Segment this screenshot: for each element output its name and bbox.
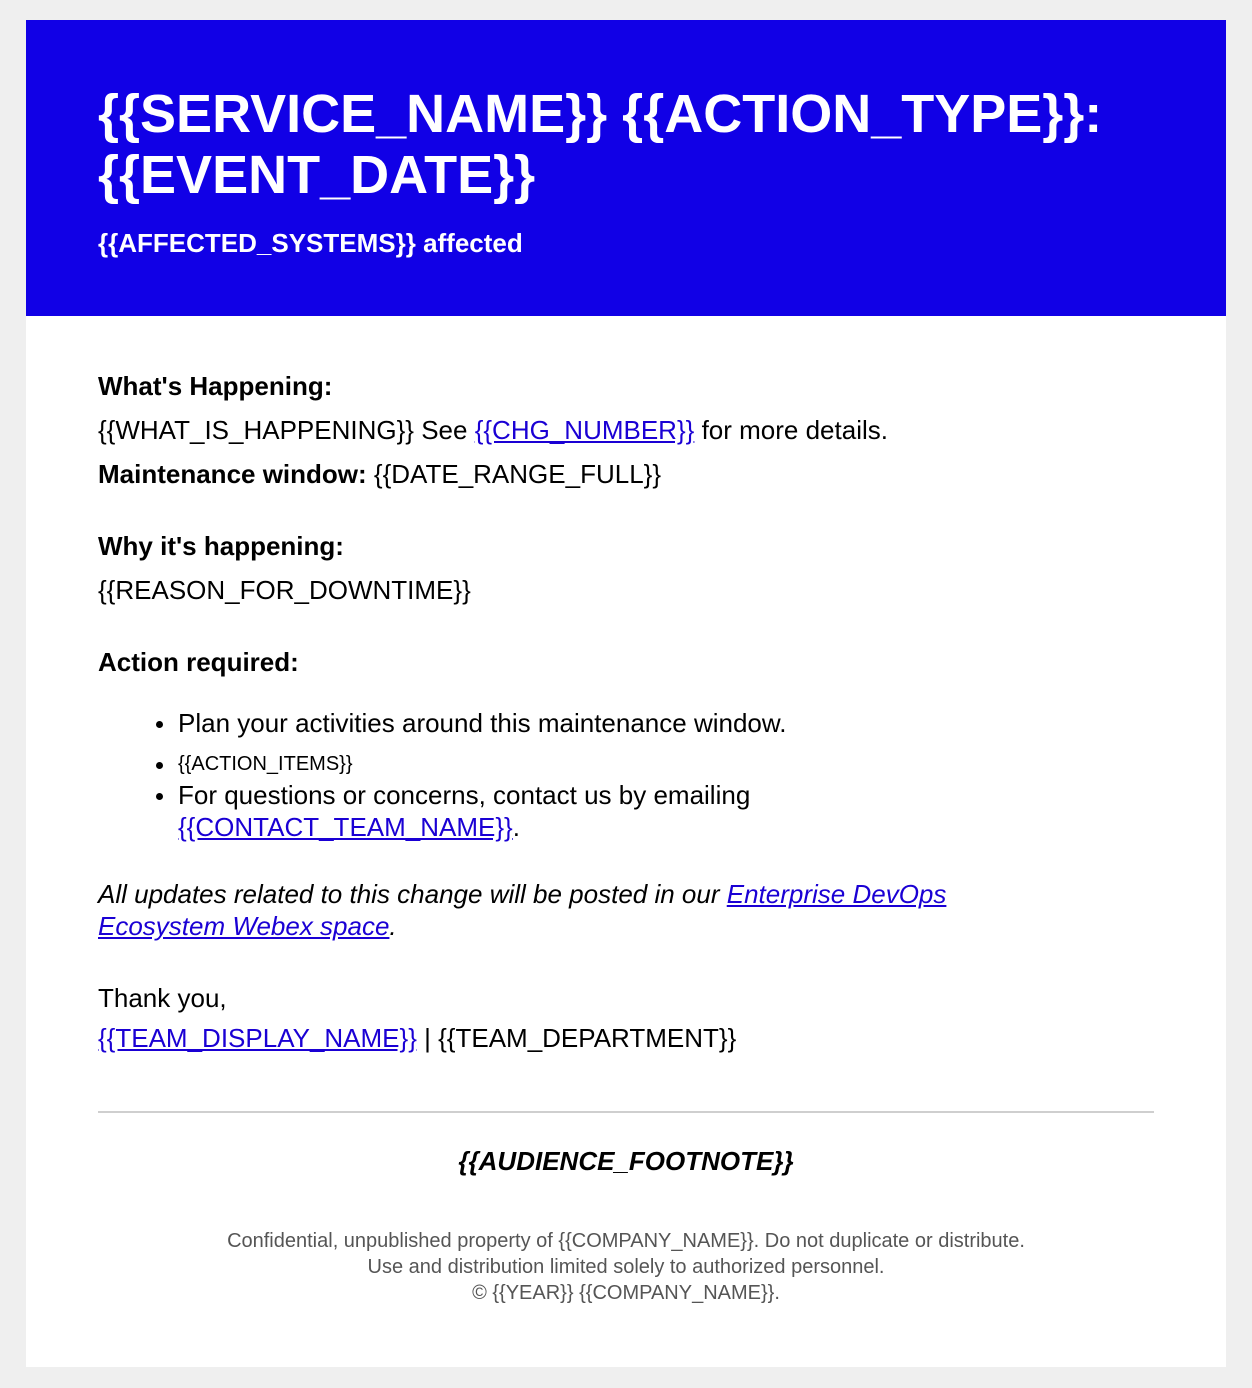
whats-happening-suffix: for more details. [694, 415, 888, 445]
action-items-placeholder: {{ACTION_ITEMS}} [178, 753, 353, 775]
audience-footnote: {{AUDIENCE_FOOTNOTE}} [458, 1146, 794, 1176]
legal-line-2: Use and distribution limited solely to authorized personnel. [367, 1256, 885, 1278]
action-required-heading: Action required: [98, 647, 299, 677]
updates-period: . [389, 911, 397, 941]
webex-space-link[interactable]: Enterprise DevOps [726, 879, 947, 909]
action-item-contact: For questions or concerns, contact us by emailing [178, 780, 751, 810]
legal-line-1: Confidential, unpublished property of {{COMPANY_NAME}}. Do not duplicate or distribute. [227, 1230, 1025, 1252]
updates-line-2 [98, 911, 397, 941]
email-card [26, 20, 1226, 1367]
whats-happening-heading: What's Happening: [98, 371, 333, 401]
contact-team-link[interactable]: {{CONTACT_TEAM_NAME}} [178, 812, 513, 842]
affected-systems-subtitle: {{AFFECTED_SYSTEMS}} affected [98, 228, 523, 258]
copyright-line: © {{YEAR}} {{COMPANY_NAME}}. [472, 1282, 780, 1304]
team-department: {{TEAM_DEPARTMENT}} [438, 1023, 737, 1053]
action-item-plan: Plan your activities around this maintenance window. [178, 708, 787, 738]
team-display-name-link[interactable]: {{TEAM_DISPLAY_NAME}} [98, 1023, 417, 1053]
contact-period: . [512, 812, 520, 842]
bullet-dot [156, 721, 163, 728]
maintenance-window [98, 459, 661, 489]
whats-happening-text [98, 415, 888, 445]
why-heading: Why it's happening: [98, 531, 344, 561]
contact-line [178, 812, 520, 842]
updates-text: All updates related to this change will be posted in our [98, 879, 727, 909]
webex-space-link-cont[interactable]: Ecosystem Webex space [98, 911, 390, 941]
email-title: {{SERVICE_NAME}} {{ACTION_TYPE}}: {{EVENT_DATE}} [98, 84, 1103, 205]
maintenance-window-label: Maintenance window: [98, 459, 367, 489]
whats-happening-body: {{WHAT_IS_HAPPENING}} See [98, 415, 475, 445]
bullet-dot [156, 793, 163, 800]
signature-separator: | [416, 1023, 439, 1053]
thank-you: Thank you, [98, 983, 227, 1013]
reason-text: {{REASON_FOR_DOWNTIME}} [98, 575, 471, 605]
maintenance-window-value: {{DATE_RANGE_FULL}} [366, 459, 662, 489]
bullet-dot [156, 762, 163, 769]
header-banner [26, 20, 1226, 316]
updates-line-1 [98, 879, 946, 909]
footer-divider [98, 1111, 1154, 1113]
chg-number-link[interactable]: {{CHG_NUMBER}} [474, 415, 695, 445]
signature [98, 1023, 736, 1053]
